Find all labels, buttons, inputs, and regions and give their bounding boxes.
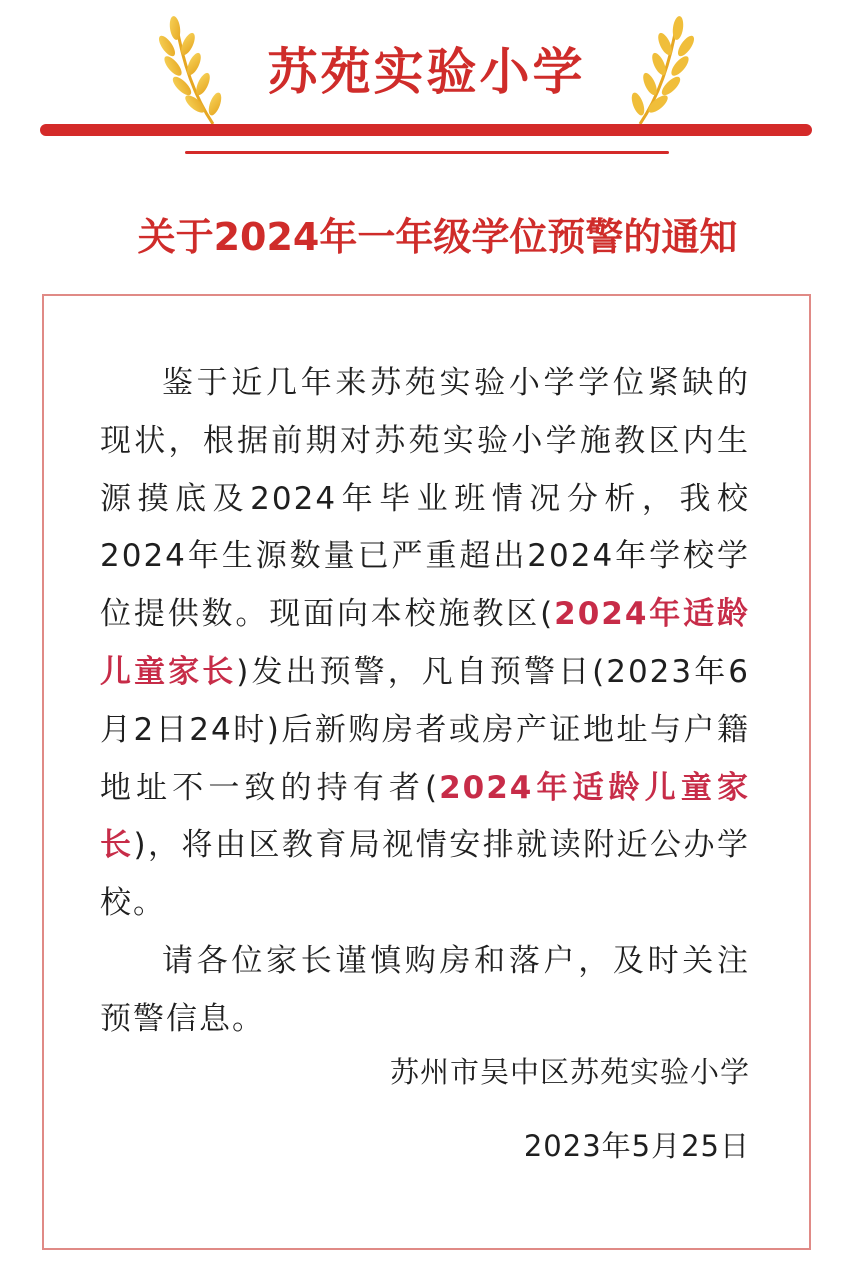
header-divider-thin [185,151,669,154]
signature: 苏州市吴中区苏苑实验小学 [389,1055,750,1089]
highlight-parents-2: 2024年适龄儿童家长 [100,769,751,864]
header-divider-thick [40,124,812,136]
school-name: 苏苑实验小学 [267,43,586,101]
paragraph-1 [100,355,750,933]
paragraph-1-text-b: )发出预警，凡自预警日(2023年6月2日24时)后新购房者或房产证地址与户籍地址不一致的持有者( [100,653,750,806]
notice-date: 2023年5月25日 [523,1129,750,1163]
paragraph-2: 请各位家长谨慎购房和落户，及时关注预警信息。 [100,942,750,1037]
paragraph-1-text-a: 鉴于近几年来苏苑实验小学学位紧缺的现状，根据前期对苏苑实验小学施教区内生源摸底及2024年毕业班情况分析，我校2024年生源数量已严重超出2024年学校学位提供数。现面向本校施教区( [100,365,750,633]
notice-body [100,355,750,1049]
paragraph-1-text-c: )，将由区教育局视情安排就读附近公办学校。 [100,827,750,922]
highlight-parents-1: 2024年适龄儿童家长 [100,596,751,690]
notice-title: 关于2024年一年级学位预警的通知 [137,215,738,259]
